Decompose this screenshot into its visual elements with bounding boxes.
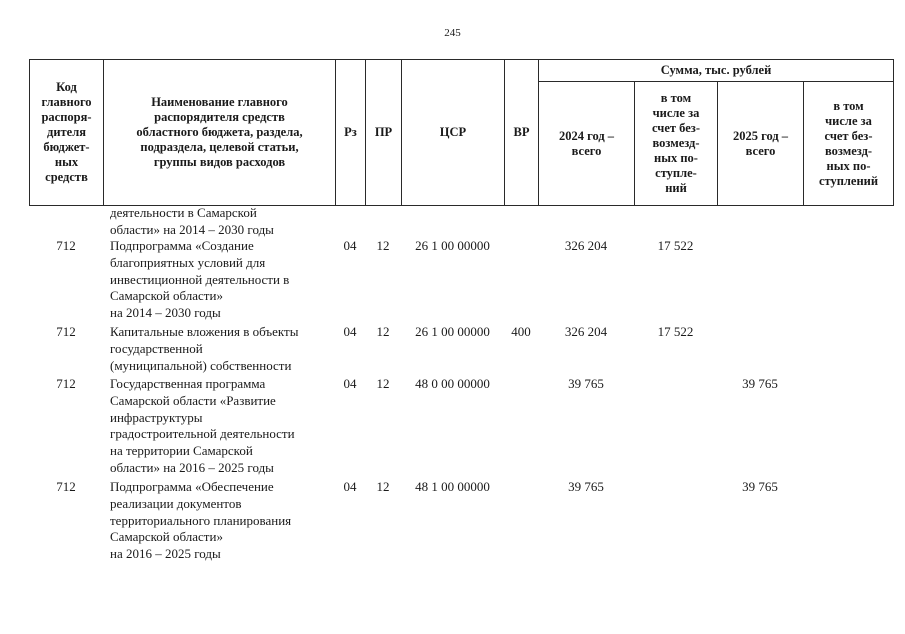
row-code: 712 (56, 376, 76, 391)
row-rz: 04 (343, 479, 357, 494)
row-2024-total: 326 204 (564, 238, 608, 253)
text-line: распорядителя средств (154, 110, 285, 124)
row-name (110, 479, 335, 563)
text-line: счет без- (824, 128, 873, 143)
text-line: территориального планирования (110, 512, 292, 528)
row-vr: 400 (511, 324, 531, 339)
text-line: 2025 год – (732, 128, 789, 143)
text-line: Капитальные вложения в объекты (110, 324, 299, 339)
text-line: в том (660, 91, 692, 105)
row-csr: 26 1 00 00000 (415, 238, 490, 253)
text-line: группы видов расходов (153, 155, 286, 169)
text-line: ступле- (655, 166, 697, 180)
row-2025-total: 39 765 (742, 479, 778, 494)
text-line: реализации документов (110, 495, 242, 511)
text-line: 2024 год – (558, 128, 615, 143)
row-2024-total: 39 765 (568, 376, 604, 391)
text-line: бюджет- (43, 140, 90, 154)
text-line: счет без- (652, 121, 700, 135)
text-line: ных (54, 155, 79, 169)
row-pr: 12 (376, 238, 390, 253)
row-rz: 04 (343, 238, 357, 253)
text-line: Подпрограмма «Создание (110, 238, 254, 253)
row-rz: 04 (343, 376, 357, 391)
text-line: в том (833, 98, 864, 113)
text-line: ний (665, 181, 687, 195)
text-line: числе за (652, 106, 700, 120)
text-line: на 2014 – 2030 годы (110, 305, 221, 321)
row-csr: 48 1 00 00000 (415, 479, 490, 494)
row-2024-incl: 17 522 (657, 238, 694, 253)
text-line: на 2016 – 2025 годы (110, 546, 221, 562)
text-line: областного бюджета, раздела, (136, 125, 303, 139)
text-line: главного (41, 95, 92, 109)
text-line: Самарской области» (110, 529, 223, 545)
text-line: Код (56, 80, 77, 94)
row-pr: 12 (376, 376, 390, 391)
row-pr: 12 (376, 479, 390, 494)
header-2024-total (539, 82, 635, 206)
text-line: на территории Самарской (110, 443, 253, 459)
header-csr: ЦСР (402, 60, 505, 206)
text-line: числе за (825, 113, 872, 128)
row-2024-incl: 17 522 (657, 324, 694, 339)
header-2024-incl (635, 82, 718, 206)
row-name (110, 238, 335, 322)
text-line: государственной (110, 340, 203, 356)
text-line: всего (745, 143, 776, 158)
text-line: Наименование главного (151, 95, 288, 109)
text-line: всего (571, 143, 602, 158)
text-line: подраздела, целевой статьи, (140, 140, 299, 154)
row-name (110, 376, 335, 477)
text-line: Самарской области» (110, 288, 223, 304)
text-line: градостроительной деятельности (110, 426, 295, 442)
text-line: распоря- (41, 110, 92, 124)
row-code: 712 (56, 479, 76, 494)
row-code: 712 (56, 238, 76, 253)
header-code (30, 60, 104, 206)
text-line: возмезд- (652, 136, 700, 150)
row-csr: 48 0 00 00000 (415, 376, 490, 391)
row-2024-total: 39 765 (568, 479, 604, 494)
row-rz: 04 (343, 324, 357, 339)
row-name (110, 324, 335, 374)
text-line: Государственная программа (110, 376, 266, 391)
text-line: области» на 2016 – 2025 годы (110, 459, 274, 475)
text-line: инвестиционной деятельности в (110, 271, 290, 287)
page-number: 245 (444, 27, 461, 39)
text-line: благоприятных условий для (110, 254, 266, 270)
header-vr: ВР (505, 60, 539, 206)
text-line: Самарской области «Развитие (110, 392, 276, 408)
row-code: 712 (56, 324, 76, 339)
row-pr: 12 (376, 324, 390, 339)
header-pr: ПР (366, 60, 402, 206)
header-rz: Рз (336, 60, 366, 206)
text-line: средств (45, 170, 88, 184)
text-line: дителя (47, 125, 86, 139)
text-line: (муниципальной) собственности (110, 357, 292, 373)
text-line: инфраструктуры (110, 409, 203, 425)
row-2024-total: 326 204 (564, 324, 608, 339)
text-line: Подпрограмма «Обеспечение (110, 479, 274, 494)
text-line: области» на 2014 – 2030 годы (110, 221, 274, 237)
text-line: ных по- (654, 151, 698, 165)
text-line: ступлений (818, 173, 879, 188)
text-line: возмезд- (824, 143, 873, 158)
table-header (29, 59, 894, 206)
header-sum: Сумма, тыс. рублей (539, 60, 894, 82)
text-line: ных по- (826, 158, 871, 173)
text-line: деятельности в Самарской (110, 205, 257, 220)
row-2025-total: 39 765 (742, 376, 778, 391)
header-name (104, 60, 336, 206)
header-2025-incl (804, 82, 894, 206)
row-csr: 26 1 00 00000 (415, 324, 490, 339)
row-name (110, 205, 335, 239)
header-2025-total (718, 82, 804, 206)
